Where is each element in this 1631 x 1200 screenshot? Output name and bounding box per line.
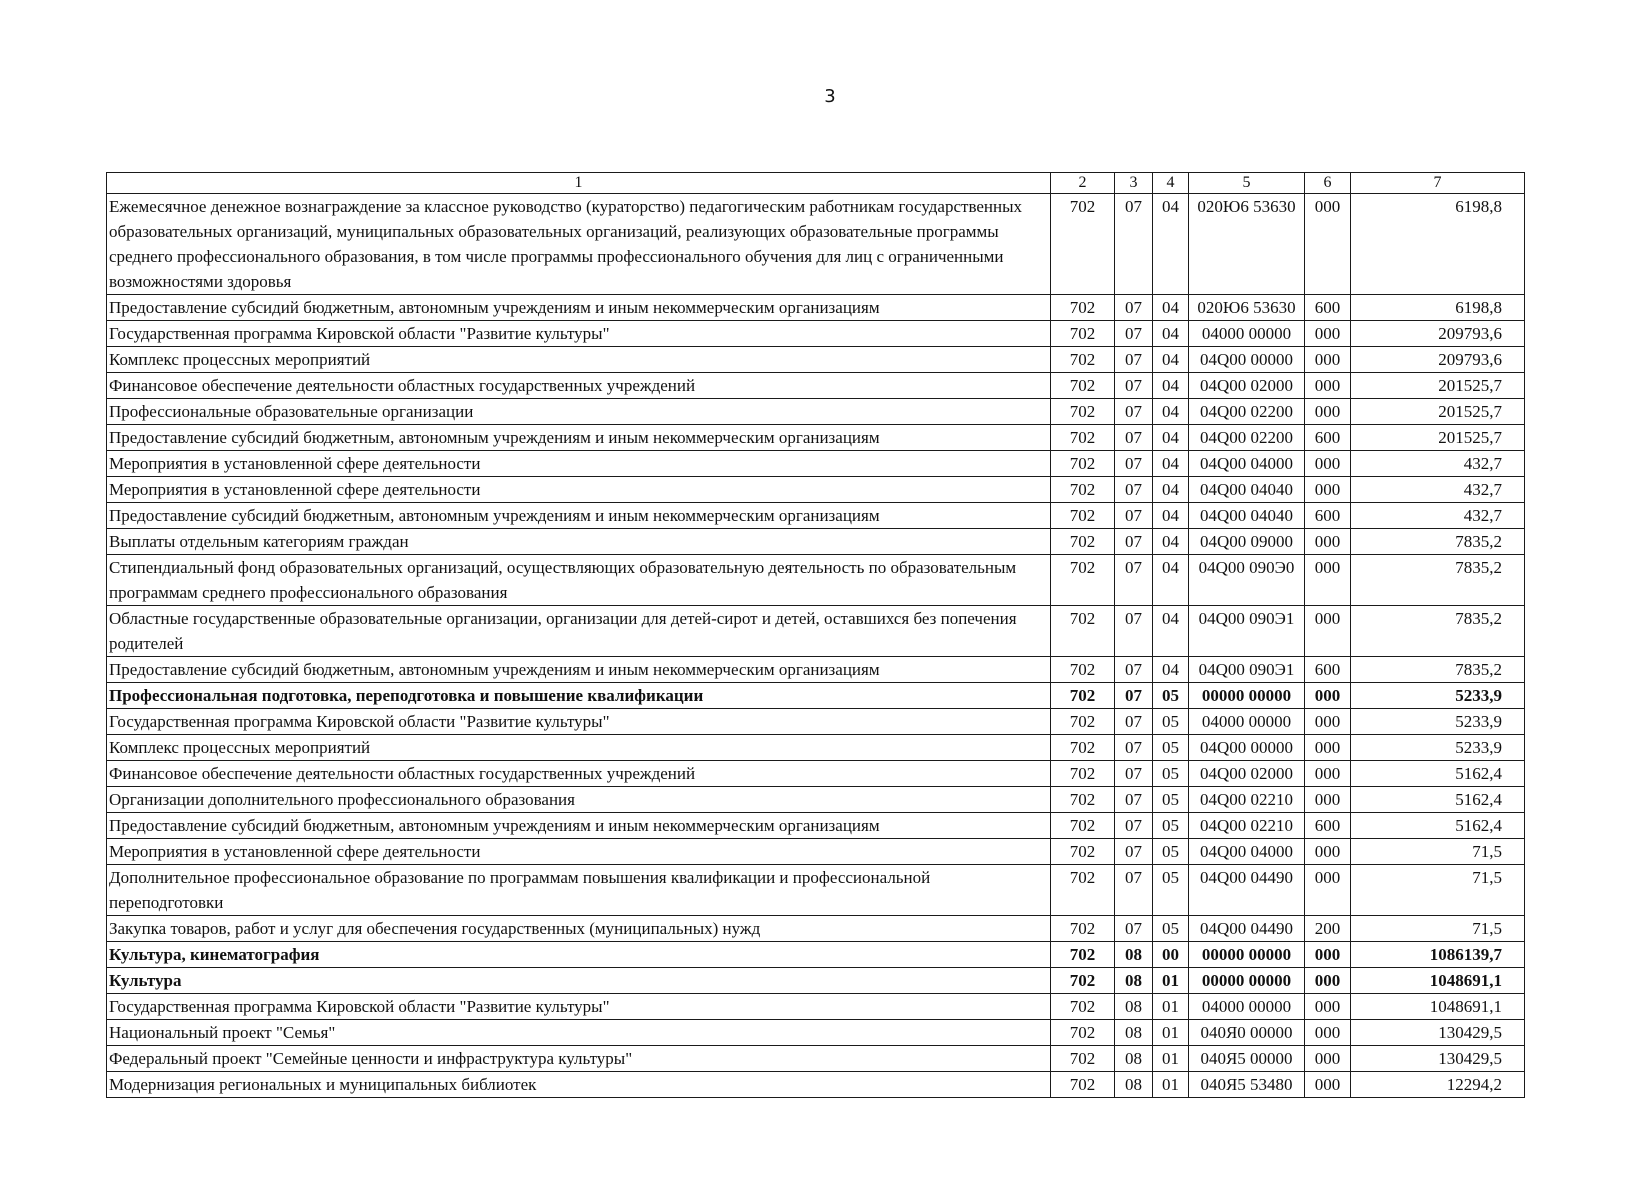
row-subsection-code: 05 xyxy=(1153,839,1189,865)
row-ministry-code: 702 xyxy=(1051,529,1115,555)
table-row xyxy=(107,994,1525,1020)
row-target-article: 04000 00000 xyxy=(1189,709,1305,735)
row-ministry-code: 702 xyxy=(1051,735,1115,761)
row-name: Культура xyxy=(107,968,1051,994)
row-section-code: 07 xyxy=(1115,477,1153,503)
row-expense-type: 000 xyxy=(1305,683,1351,709)
row-section-code: 07 xyxy=(1115,373,1153,399)
row-ministry-code: 702 xyxy=(1051,503,1115,529)
row-amount: 5233,9 xyxy=(1351,709,1525,735)
row-expense-type: 000 xyxy=(1305,373,1351,399)
row-amount: 432,7 xyxy=(1351,451,1525,477)
row-subsection-code: 05 xyxy=(1153,735,1189,761)
table-row xyxy=(107,942,1525,968)
row-ministry-code: 702 xyxy=(1051,657,1115,683)
row-name: Предоставление субсидий бюджетным, автономным учреждениям и иным некоммерческим организациям xyxy=(107,657,1051,683)
row-name: Закупка товаров, работ и услуг для обеспечения государственных (муниципальных) нужд xyxy=(107,916,1051,942)
row-expense-type: 000 xyxy=(1305,321,1351,347)
row-name: Предоставление субсидий бюджетным, автономным учреждениям и иным некоммерческим организациям xyxy=(107,503,1051,529)
budget-table xyxy=(106,172,1525,1098)
row-subsection-code: 04 xyxy=(1153,321,1189,347)
row-subsection-code: 05 xyxy=(1153,813,1189,839)
row-amount: 201525,7 xyxy=(1351,373,1525,399)
row-amount: 6198,8 xyxy=(1351,194,1525,295)
row-target-article: 04Q00 090Э1 xyxy=(1189,657,1305,683)
row-expense-type: 600 xyxy=(1305,503,1351,529)
row-subsection-code: 00 xyxy=(1153,942,1189,968)
row-expense-type: 000 xyxy=(1305,735,1351,761)
row-target-article: 04Q00 04000 xyxy=(1189,451,1305,477)
row-section-code: 07 xyxy=(1115,451,1153,477)
row-subsection-code: 05 xyxy=(1153,683,1189,709)
row-ministry-code: 702 xyxy=(1051,683,1115,709)
row-amount: 12294,2 xyxy=(1351,1072,1525,1098)
row-amount: 1086139,7 xyxy=(1351,942,1525,968)
header-col-5: 5 xyxy=(1189,173,1305,194)
row-target-article: 040Я5 00000 xyxy=(1189,1046,1305,1072)
row-amount: 5162,4 xyxy=(1351,787,1525,813)
row-ministry-code: 702 xyxy=(1051,787,1115,813)
row-target-article: 04Q00 04490 xyxy=(1189,865,1305,916)
row-section-code: 07 xyxy=(1115,813,1153,839)
row-section-code: 07 xyxy=(1115,916,1153,942)
row-name: Государственная программа Кировской области "Развитие культуры" xyxy=(107,709,1051,735)
row-subsection-code: 05 xyxy=(1153,916,1189,942)
row-ministry-code: 702 xyxy=(1051,839,1115,865)
row-name: Организации дополнительного профессионального образования xyxy=(107,787,1051,813)
row-subsection-code: 05 xyxy=(1153,865,1189,916)
row-subsection-code: 05 xyxy=(1153,761,1189,787)
row-name: Государственная программа Кировской области "Развитие культуры" xyxy=(107,994,1051,1020)
row-amount: 432,7 xyxy=(1351,503,1525,529)
row-expense-type: 000 xyxy=(1305,1046,1351,1072)
row-subsection-code: 04 xyxy=(1153,399,1189,425)
row-target-article: 04Q00 04040 xyxy=(1189,503,1305,529)
row-name: Федеральный проект "Семейные ценности и инфраструктура культуры" xyxy=(107,1046,1051,1072)
row-name: Предоставление субсидий бюджетным, автономным учреждениям и иным некоммерческим организациям xyxy=(107,425,1051,451)
header-col-1: 1 xyxy=(107,173,1051,194)
row-subsection-code: 01 xyxy=(1153,968,1189,994)
row-amount: 209793,6 xyxy=(1351,321,1525,347)
row-target-article: 04Q00 02200 xyxy=(1189,399,1305,425)
row-expense-type: 000 xyxy=(1305,709,1351,735)
row-ministry-code: 702 xyxy=(1051,606,1115,657)
row-amount: 209793,6 xyxy=(1351,347,1525,373)
row-target-article: 04000 00000 xyxy=(1189,994,1305,1020)
row-ministry-code: 702 xyxy=(1051,1072,1115,1098)
row-target-article: 04Q00 090Э0 xyxy=(1189,555,1305,606)
row-expense-type: 000 xyxy=(1305,942,1351,968)
row-expense-type: 000 xyxy=(1305,787,1351,813)
table-row xyxy=(107,451,1525,477)
table-row xyxy=(107,555,1525,606)
row-section-code: 08 xyxy=(1115,942,1153,968)
row-amount: 130429,5 xyxy=(1351,1046,1525,1072)
row-name: Комплекс процессных мероприятий xyxy=(107,735,1051,761)
row-amount: 71,5 xyxy=(1351,839,1525,865)
row-target-article: 020Ю6 53630 xyxy=(1189,194,1305,295)
row-amount: 7835,2 xyxy=(1351,529,1525,555)
row-target-article: 04Q00 02210 xyxy=(1189,813,1305,839)
table-row xyxy=(107,373,1525,399)
row-name: Выплаты отдельным категориям граждан xyxy=(107,529,1051,555)
row-expense-type: 000 xyxy=(1305,194,1351,295)
row-subsection-code: 04 xyxy=(1153,606,1189,657)
row-subsection-code: 04 xyxy=(1153,477,1189,503)
row-amount: 7835,2 xyxy=(1351,606,1525,657)
row-expense-type: 600 xyxy=(1305,295,1351,321)
row-expense-type: 000 xyxy=(1305,399,1351,425)
row-target-article: 00000 00000 xyxy=(1189,942,1305,968)
row-name: Ежемесячное денежное вознаграждение за классное руководство (кураторство) педагогическим работникам государственных образовательных организаций, муниципальных образовательных организаций, реализующих образовательные программы среднего профессионального образования, в том числе программы профессионального обучения для лиц с ограниченными возможностями здоровья xyxy=(107,194,1051,295)
row-name: Стипендиальный фонд образовательных организаций, осуществляющих образовательную деятельность по образовательным программам среднего профессионального образования xyxy=(107,555,1051,606)
row-expense-type: 600 xyxy=(1305,813,1351,839)
row-target-article: 04Q00 09000 xyxy=(1189,529,1305,555)
row-ministry-code: 702 xyxy=(1051,994,1115,1020)
row-ministry-code: 702 xyxy=(1051,813,1115,839)
row-section-code: 07 xyxy=(1115,735,1153,761)
row-section-code: 08 xyxy=(1115,1020,1153,1046)
header-col-2: 2 xyxy=(1051,173,1115,194)
row-section-code: 07 xyxy=(1115,839,1153,865)
row-section-code: 07 xyxy=(1115,865,1153,916)
row-expense-type: 000 xyxy=(1305,994,1351,1020)
row-subsection-code: 05 xyxy=(1153,787,1189,813)
row-target-article: 04Q00 00000 xyxy=(1189,735,1305,761)
table-row xyxy=(107,321,1525,347)
row-amount: 5233,9 xyxy=(1351,735,1525,761)
row-section-code: 07 xyxy=(1115,787,1153,813)
row-ministry-code: 702 xyxy=(1051,194,1115,295)
row-subsection-code: 04 xyxy=(1153,555,1189,606)
row-target-article: 04Q00 00000 xyxy=(1189,347,1305,373)
row-target-article: 04Q00 02200 xyxy=(1189,425,1305,451)
row-section-code: 08 xyxy=(1115,1046,1153,1072)
row-target-article: 04Q00 04490 xyxy=(1189,916,1305,942)
row-target-article: 00000 00000 xyxy=(1189,968,1305,994)
row-amount: 5233,9 xyxy=(1351,683,1525,709)
row-name: Финансовое обеспечение деятельности областных государственных учреждений xyxy=(107,373,1051,399)
row-name: Культура, кинематография xyxy=(107,942,1051,968)
table-row xyxy=(107,606,1525,657)
table-row xyxy=(107,503,1525,529)
row-subsection-code: 04 xyxy=(1153,194,1189,295)
row-expense-type: 000 xyxy=(1305,865,1351,916)
row-name: Мероприятия в установленной сфере деятельности xyxy=(107,839,1051,865)
row-ministry-code: 702 xyxy=(1051,555,1115,606)
row-target-article: 040Я5 53480 xyxy=(1189,1072,1305,1098)
table-row xyxy=(107,735,1525,761)
row-expense-type: 000 xyxy=(1305,968,1351,994)
table-row xyxy=(107,761,1525,787)
row-target-article: 04Q00 090Э1 xyxy=(1189,606,1305,657)
row-name: Мероприятия в установленной сфере деятельности xyxy=(107,477,1051,503)
row-section-code: 08 xyxy=(1115,1072,1153,1098)
row-expense-type: 000 xyxy=(1305,477,1351,503)
row-name: Комплекс процессных мероприятий xyxy=(107,347,1051,373)
row-section-code: 08 xyxy=(1115,994,1153,1020)
header-col-7: 7 xyxy=(1351,173,1525,194)
row-target-article: 00000 00000 xyxy=(1189,683,1305,709)
row-subsection-code: 01 xyxy=(1153,1020,1189,1046)
table-row xyxy=(107,916,1525,942)
row-target-article: 04Q00 02000 xyxy=(1189,761,1305,787)
row-name: Предоставление субсидий бюджетным, автономным учреждениям и иным некоммерческим организациям xyxy=(107,813,1051,839)
row-name: Профессиональная подготовка, переподготовка и повышение квалификации xyxy=(107,683,1051,709)
row-subsection-code: 01 xyxy=(1153,1072,1189,1098)
table-row xyxy=(107,194,1525,295)
row-name: Мероприятия в установленной сфере деятельности xyxy=(107,451,1051,477)
row-amount: 201525,7 xyxy=(1351,399,1525,425)
row-ministry-code: 702 xyxy=(1051,709,1115,735)
table-row xyxy=(107,787,1525,813)
table-row xyxy=(107,968,1525,994)
row-amount: 130429,5 xyxy=(1351,1020,1525,1046)
row-subsection-code: 04 xyxy=(1153,503,1189,529)
table-row xyxy=(107,709,1525,735)
row-name: Национальный проект "Семья" xyxy=(107,1020,1051,1046)
table-row xyxy=(107,1046,1525,1072)
row-section-code: 07 xyxy=(1115,761,1153,787)
table-row xyxy=(107,295,1525,321)
row-subsection-code: 04 xyxy=(1153,529,1189,555)
row-amount: 201525,7 xyxy=(1351,425,1525,451)
row-subsection-code: 04 xyxy=(1153,451,1189,477)
header-col-6: 6 xyxy=(1305,173,1351,194)
row-target-article: 040Я0 00000 xyxy=(1189,1020,1305,1046)
header-col-3: 3 xyxy=(1115,173,1153,194)
row-ministry-code: 702 xyxy=(1051,1046,1115,1072)
row-amount: 71,5 xyxy=(1351,916,1525,942)
row-section-code: 07 xyxy=(1115,347,1153,373)
row-amount: 5162,4 xyxy=(1351,761,1525,787)
row-ministry-code: 702 xyxy=(1051,321,1115,347)
row-ministry-code: 702 xyxy=(1051,477,1115,503)
table-row xyxy=(107,425,1525,451)
row-ministry-code: 702 xyxy=(1051,399,1115,425)
table-row xyxy=(107,865,1525,916)
table-row xyxy=(107,477,1525,503)
row-section-code: 07 xyxy=(1115,657,1153,683)
row-target-article: 04Q00 02000 xyxy=(1189,373,1305,399)
table-row xyxy=(107,347,1525,373)
row-expense-type: 000 xyxy=(1305,1072,1351,1098)
row-ministry-code: 702 xyxy=(1051,1020,1115,1046)
table-row xyxy=(107,1072,1525,1098)
row-target-article: 04000 00000 xyxy=(1189,321,1305,347)
row-ministry-code: 702 xyxy=(1051,916,1115,942)
row-name: Профессиональные образовательные организации xyxy=(107,399,1051,425)
row-subsection-code: 01 xyxy=(1153,1046,1189,1072)
row-ministry-code: 702 xyxy=(1051,942,1115,968)
row-section-code: 07 xyxy=(1115,555,1153,606)
row-section-code: 08 xyxy=(1115,968,1153,994)
table-row xyxy=(107,399,1525,425)
header-col-4: 4 xyxy=(1153,173,1189,194)
row-expense-type: 000 xyxy=(1305,1020,1351,1046)
row-section-code: 07 xyxy=(1115,194,1153,295)
row-subsection-code: 01 xyxy=(1153,994,1189,1020)
row-name: Предоставление субсидий бюджетным, автономным учреждениям и иным некоммерческим организациям xyxy=(107,295,1051,321)
row-amount: 432,7 xyxy=(1351,477,1525,503)
row-amount: 5162,4 xyxy=(1351,813,1525,839)
row-subsection-code: 04 xyxy=(1153,373,1189,399)
row-ministry-code: 702 xyxy=(1051,373,1115,399)
row-name: Государственная программа Кировской области "Развитие культуры" xyxy=(107,321,1051,347)
table-header-row xyxy=(107,173,1525,194)
row-target-article: 04Q00 04000 xyxy=(1189,839,1305,865)
row-expense-type: 000 xyxy=(1305,347,1351,373)
row-section-code: 07 xyxy=(1115,425,1153,451)
row-amount: 1048691,1 xyxy=(1351,968,1525,994)
row-amount: 71,5 xyxy=(1351,865,1525,916)
row-amount: 7835,2 xyxy=(1351,555,1525,606)
row-name: Финансовое обеспечение деятельности областных государственных учреждений xyxy=(107,761,1051,787)
row-subsection-code: 04 xyxy=(1153,657,1189,683)
table-row xyxy=(107,657,1525,683)
table-row xyxy=(107,839,1525,865)
row-subsection-code: 05 xyxy=(1153,709,1189,735)
row-expense-type: 000 xyxy=(1305,451,1351,477)
row-expense-type: 000 xyxy=(1305,606,1351,657)
table-row xyxy=(107,683,1525,709)
row-target-article: 04Q00 02210 xyxy=(1189,787,1305,813)
row-ministry-code: 702 xyxy=(1051,295,1115,321)
row-subsection-code: 04 xyxy=(1153,347,1189,373)
row-section-code: 07 xyxy=(1115,503,1153,529)
row-expense-type: 000 xyxy=(1305,761,1351,787)
table-row xyxy=(107,1020,1525,1046)
row-ministry-code: 702 xyxy=(1051,968,1115,994)
row-target-article: 020Ю6 53630 xyxy=(1189,295,1305,321)
row-section-code: 07 xyxy=(1115,399,1153,425)
row-section-code: 07 xyxy=(1115,606,1153,657)
row-ministry-code: 702 xyxy=(1051,451,1115,477)
row-name: Дополнительное профессиональное образование по программам повышения квалификации и профессиональной переподготовки xyxy=(107,865,1051,916)
table-row xyxy=(107,813,1525,839)
row-section-code: 07 xyxy=(1115,709,1153,735)
row-expense-type: 000 xyxy=(1305,529,1351,555)
row-ministry-code: 702 xyxy=(1051,761,1115,787)
row-section-code: 07 xyxy=(1115,683,1153,709)
row-amount: 6198,8 xyxy=(1351,295,1525,321)
row-expense-type: 600 xyxy=(1305,425,1351,451)
row-subsection-code: 04 xyxy=(1153,295,1189,321)
row-ministry-code: 702 xyxy=(1051,865,1115,916)
row-expense-type: 200 xyxy=(1305,916,1351,942)
row-amount: 1048691,1 xyxy=(1351,994,1525,1020)
row-section-code: 07 xyxy=(1115,295,1153,321)
row-ministry-code: 702 xyxy=(1051,347,1115,373)
row-expense-type: 000 xyxy=(1305,555,1351,606)
row-target-article: 04Q00 04040 xyxy=(1189,477,1305,503)
row-expense-type: 000 xyxy=(1305,839,1351,865)
row-section-code: 07 xyxy=(1115,529,1153,555)
row-ministry-code: 702 xyxy=(1051,425,1115,451)
row-expense-type: 600 xyxy=(1305,657,1351,683)
table-row xyxy=(107,529,1525,555)
row-subsection-code: 04 xyxy=(1153,425,1189,451)
row-name: Модернизация региональных и муниципальных библиотек xyxy=(107,1072,1051,1098)
row-name: Областные государственные образовательные организации, организации для детей-сирот и детей, оставшихся без попечения родителей xyxy=(107,606,1051,657)
row-amount: 7835,2 xyxy=(1351,657,1525,683)
table-body xyxy=(107,194,1525,1098)
row-section-code: 07 xyxy=(1115,321,1153,347)
page-number: 3 xyxy=(824,86,836,107)
